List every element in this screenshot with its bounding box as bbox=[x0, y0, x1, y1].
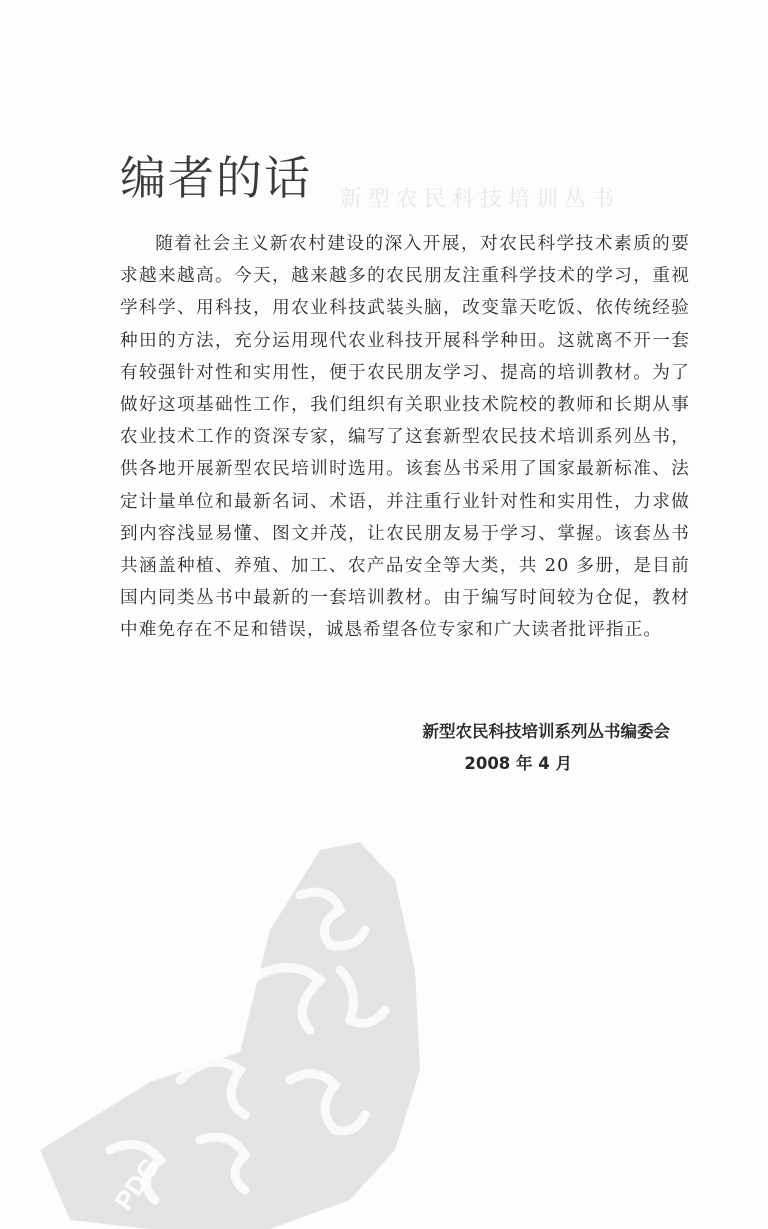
bleed-through-text: 新型农民科技培训丛书 bbox=[340, 187, 621, 212]
pdg-watermark bbox=[0, 820, 430, 1229]
body-text bbox=[120, 228, 690, 647]
watermark-shape bbox=[40, 842, 420, 1229]
signature-date: 2008 年 4 月 bbox=[464, 754, 572, 773]
page-title: 编者的话 bbox=[120, 151, 312, 205]
signature bbox=[423, 716, 671, 780]
watermark-label: PDG bbox=[108, 1152, 166, 1216]
body-paragraph: 随着社会主义新农村建设的深入开展，对农民科学技术素质的要求越来越高。今天，越来越多的农民朋友注重科学技术的学习，重视学科学、用科技，用农业科技武装头脑，改变靠天吃饭、依传统经验种田的方法，充分运用现代农业科技开展科学种田。这就离不开一套有较强针对性和实用性，便于农民朋友学习、提高的培训教材。为了做好这项基础性工作，我们组织有关职业技术院校的教师和长期从事农业技术工作的资深专家，编写了这套新型农民技术培训系列丛书，供各地开展新型农民培训时选用。该套丛书采用了国家最新标准、法定计量单位和最新名词、术语，并注重行业针对性和实用性，力求做到内容浅显易懂、图文并茂，让农民朋友易于学习、掌握。该套丛书共涵盖种植、养殖、加工、农产品安全等大类，共 20 多册，是目前国内同类丛书中最新的一套培训教材。由于编写时间较为仓促，教材中难免存在不足和错误，诚恳希望各位专家和广大读者批评指正。 bbox=[120, 234, 690, 641]
signature-org: 新型农民科技培训系列丛书编委会 bbox=[422, 722, 670, 741]
